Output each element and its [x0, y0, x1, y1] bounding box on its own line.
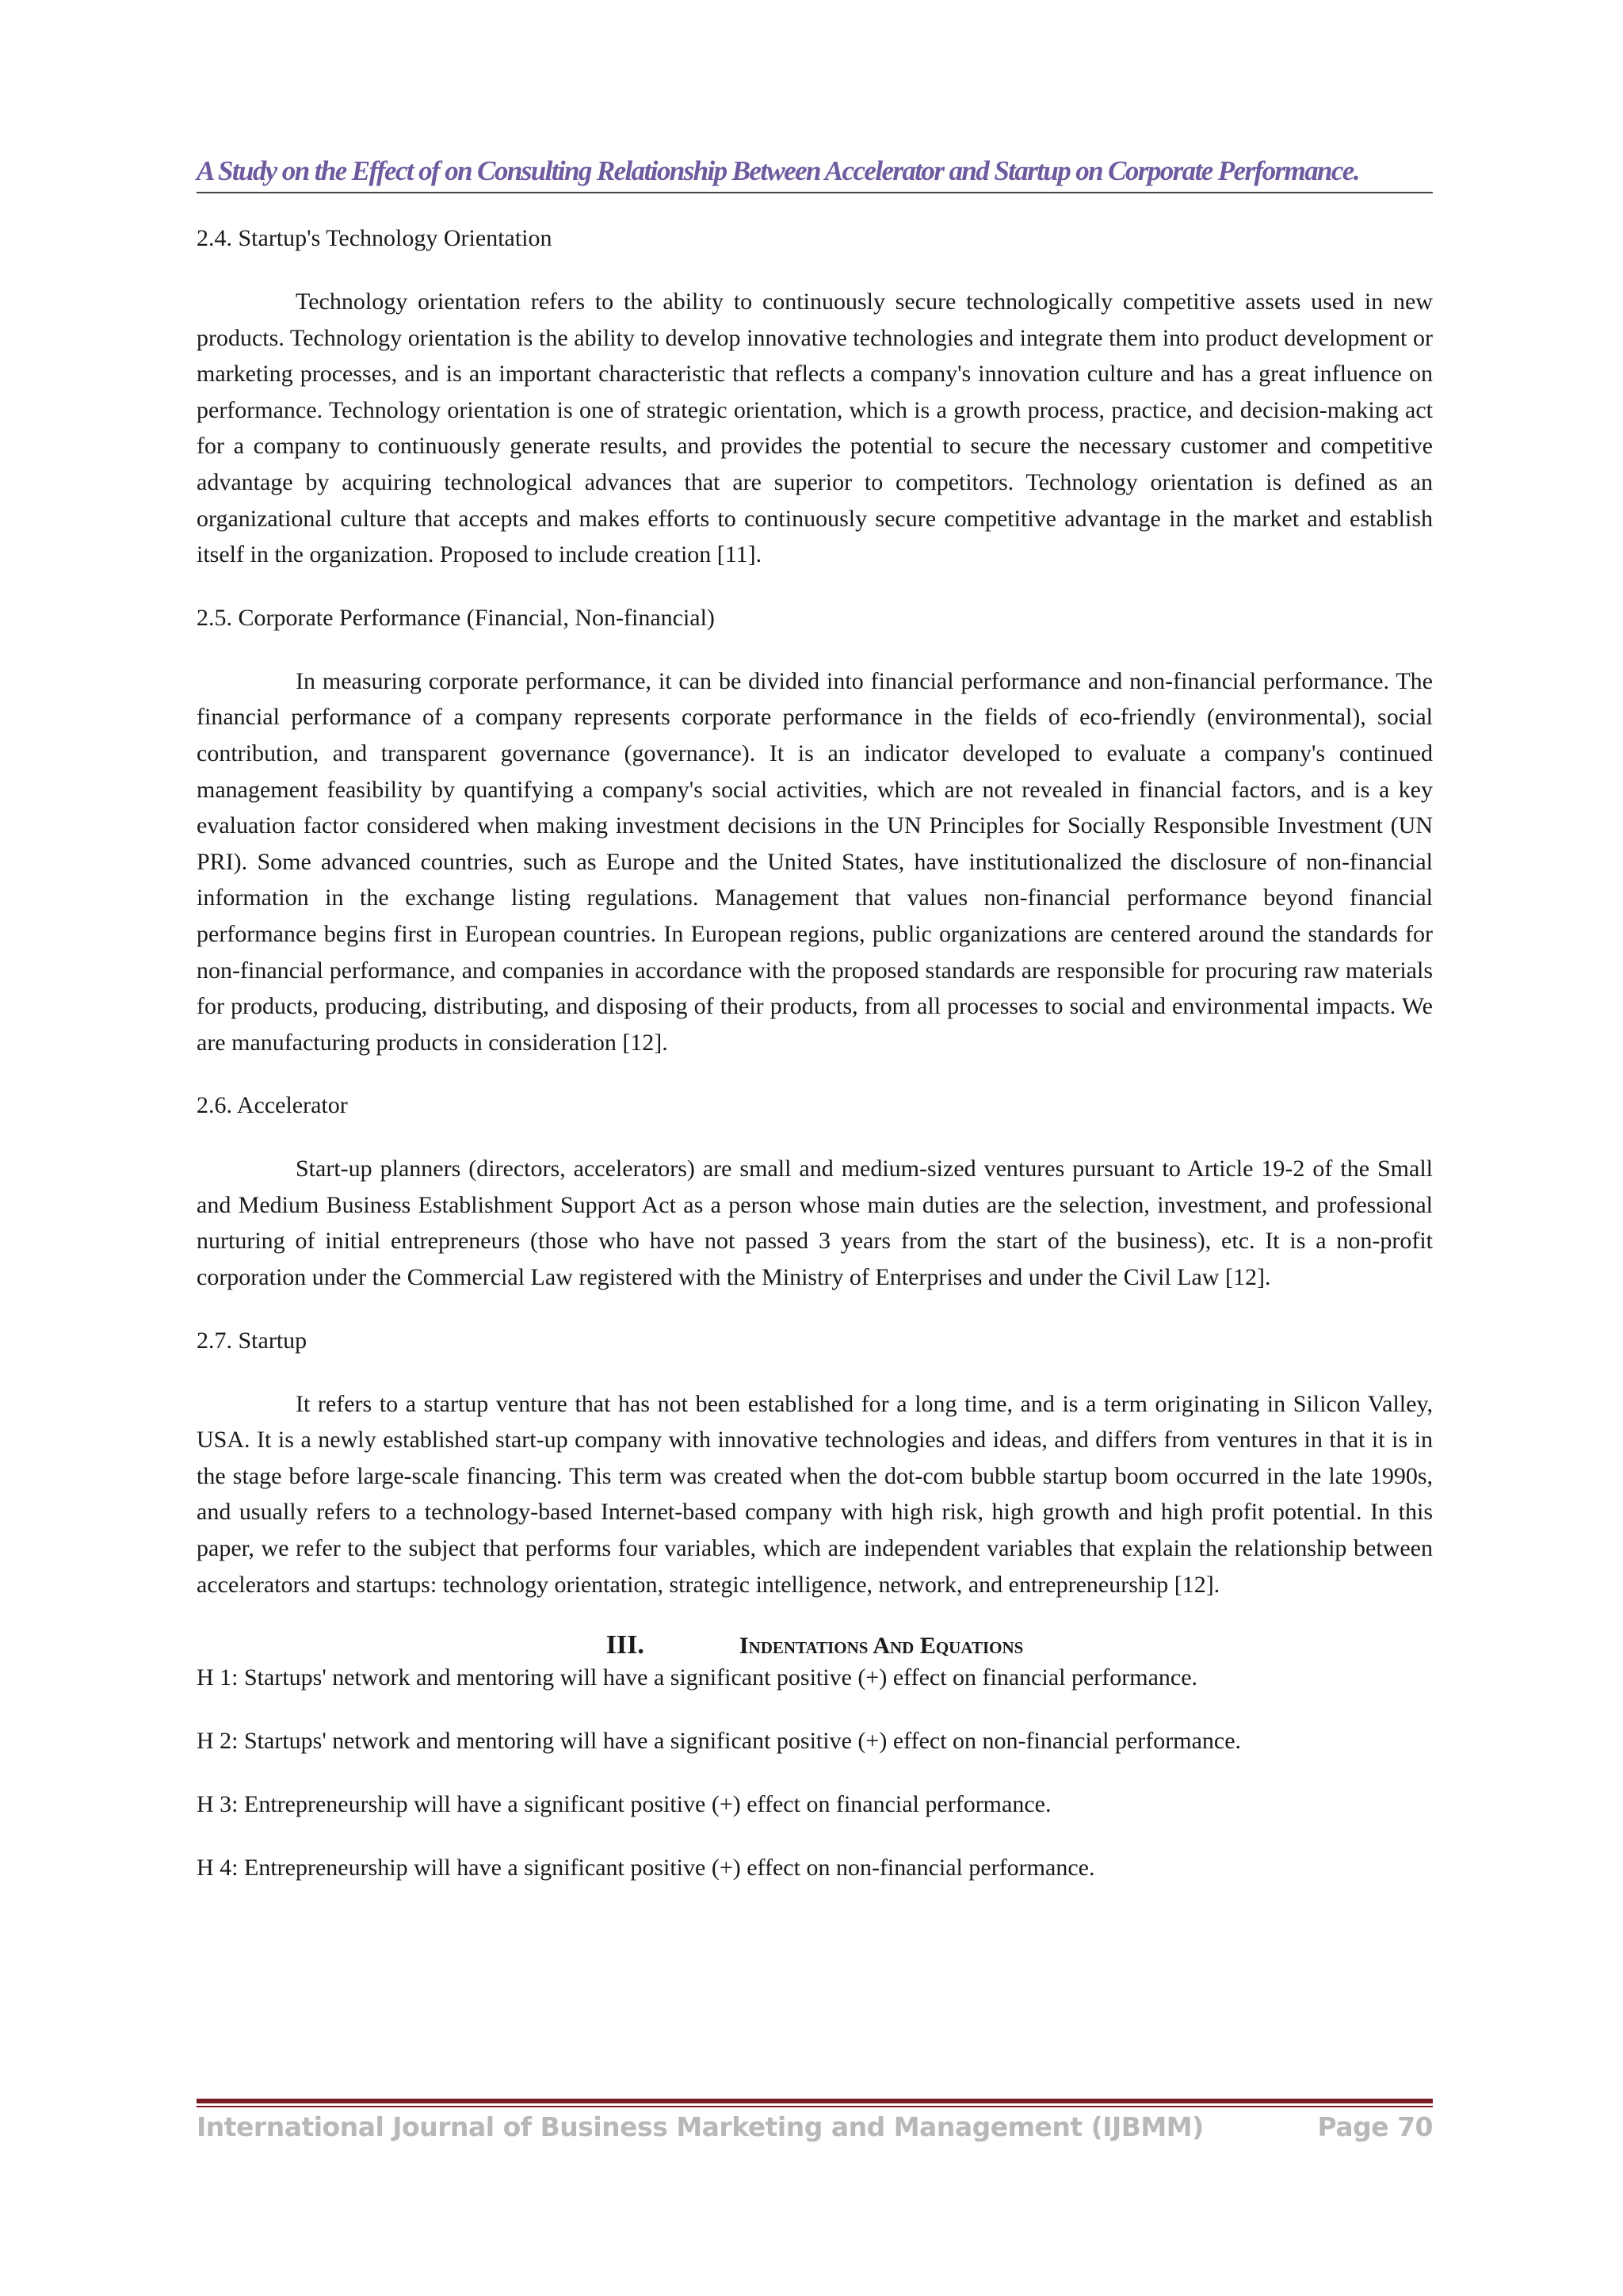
- hypothesis-3: H 3: Entrepreneurship will have a significant positive (+) effect on financial performance.: [197, 1791, 1052, 1818]
- section-paragraph-2-7: It refers to a startup venture that has not been established for a long time, and is a term originating in Silicon Valley, USA. It is a newly established start-up company with innovative technologies and ideas, and differs from ventures in that it is in the stage before large-scale financing. This term was created when the dot-com bubble startup boom occurred in the late 1990s, and usually refers to a technology-based Internet-based company with high risk, high growth and high profit potential. In this paper, we refer to the subject that performs four variables, which are independent variables that explain the relationship between accelerators and startups: technology orientation, strategic intelligence, network, and entrepreneurship [12].: [197, 1390, 1433, 1598]
- section-heading-2-7: 2.7. Startup: [197, 1327, 307, 1354]
- article-body: [197, 220, 1433, 1916]
- section-heading-2-6: 2.6. Accelerator: [197, 1092, 348, 1119]
- section-3-heading: [197, 1629, 1433, 1662]
- section-paragraph-2-5: In measuring corporate performance, it can be divided into financial performance and non-financial performance. The financial performance of a company represents corporate performance in the fields of eco-friendly (environmental), social contribution, and transparent governance (governance). It is an indicator developed to evaluate a company's continued management feasibility by quantifying a company's social activities, which are not revealed in financial factors, and is a key evaluation factor considered when making investment decisions in the UN Principles for Socially Responsible Investment (UN PRI). Some advanced countries, such as Europe and the United States, have institutionalized the disclosure of non-financial information in the exchange listing regulations. Management that values non-financial performance beyond financial performance begins first in European countries. In European regions, public organizations are centered around the standards for non-financial performance, and companies in accordance with the proposed standards are responsible for procuring raw materials for products, producing, distributing, and disposing of their products, from all processes to social and environmental impacts. We are manufacturing products in consideration [12].: [197, 667, 1433, 1056]
- running-header: A Study on the Effect of on Consulting Relationship Between Accelerator and Startup on Corporate Performance.: [197, 155, 1359, 186]
- footer-journal-name: International Journal of Business Marketing and Management (IJBMM): [197, 2111, 1204, 2142]
- page-footer: [197, 2111, 1433, 2151]
- hypothesis-2: H 2: Startups' network and mentoring will have a significant positive (+) effect on non-financial performance.: [197, 1728, 1242, 1755]
- footer-divider-thin: [197, 2106, 1433, 2107]
- section-heading-2-4: 2.4. Startup's Technology Orientation: [197, 225, 552, 251]
- section-heading-2-5: 2.5. Corporate Performance (Financial, Non-financial): [197, 604, 715, 631]
- footer-divider-thick: [197, 2099, 1433, 2103]
- section-paragraph-2-6: Start-up planners (directors, accelerators) are small and medium-sized ventures pursuant to Article 19-2 of the Small and Medium Business Establishment Support Act as a person whose main duties are the selection, investment, and professional nurturing of initial entrepreneurs (those who have not passed 3 years from the start of the business), etc. It is a non-profit corporation under the Commercial Law registered with the Ministry of Enterprises and under the Civil Law [12].: [197, 1156, 1433, 1291]
- footer-page-number: Page 70: [1317, 2111, 1433, 2142]
- section-paragraph-2-4: Technology orientation refers to the ability to continuously secure technologically competitive assets used in new products. Technology orientation is the ability to develop innovative technologies and integrate them into product development or marketing processes, and is an important characteristic that reflects a company's innovation culture and has a great influence on performance. Technology orientation is one of strategic orientation, which is a growth process, practice, and decision-making act for a company to continuously generate results, and provides the potential to secure the necessary customer and competitive advantage by acquiring technological advances that are superior to competitors. Technology orientation is defined as an organizational culture that accepts and makes efforts to continuously secure competitive advantage in the market and establish itself in the organization. Proposed to include creation [11].: [197, 288, 1433, 568]
- hypothesis-4: H 4: Entrepreneurship will have a significant positive (+) effect on non-financial performance.: [197, 1855, 1095, 1881]
- hypothesis-1: H 1: Startups' network and mentoring will have a significant positive (+) effect on financial performance.: [197, 1664, 1198, 1691]
- header-divider: [197, 192, 1433, 193]
- section-3-number: III.: [605, 1630, 644, 1660]
- section-3-title: Indentations And Equations: [739, 1633, 1024, 1660]
